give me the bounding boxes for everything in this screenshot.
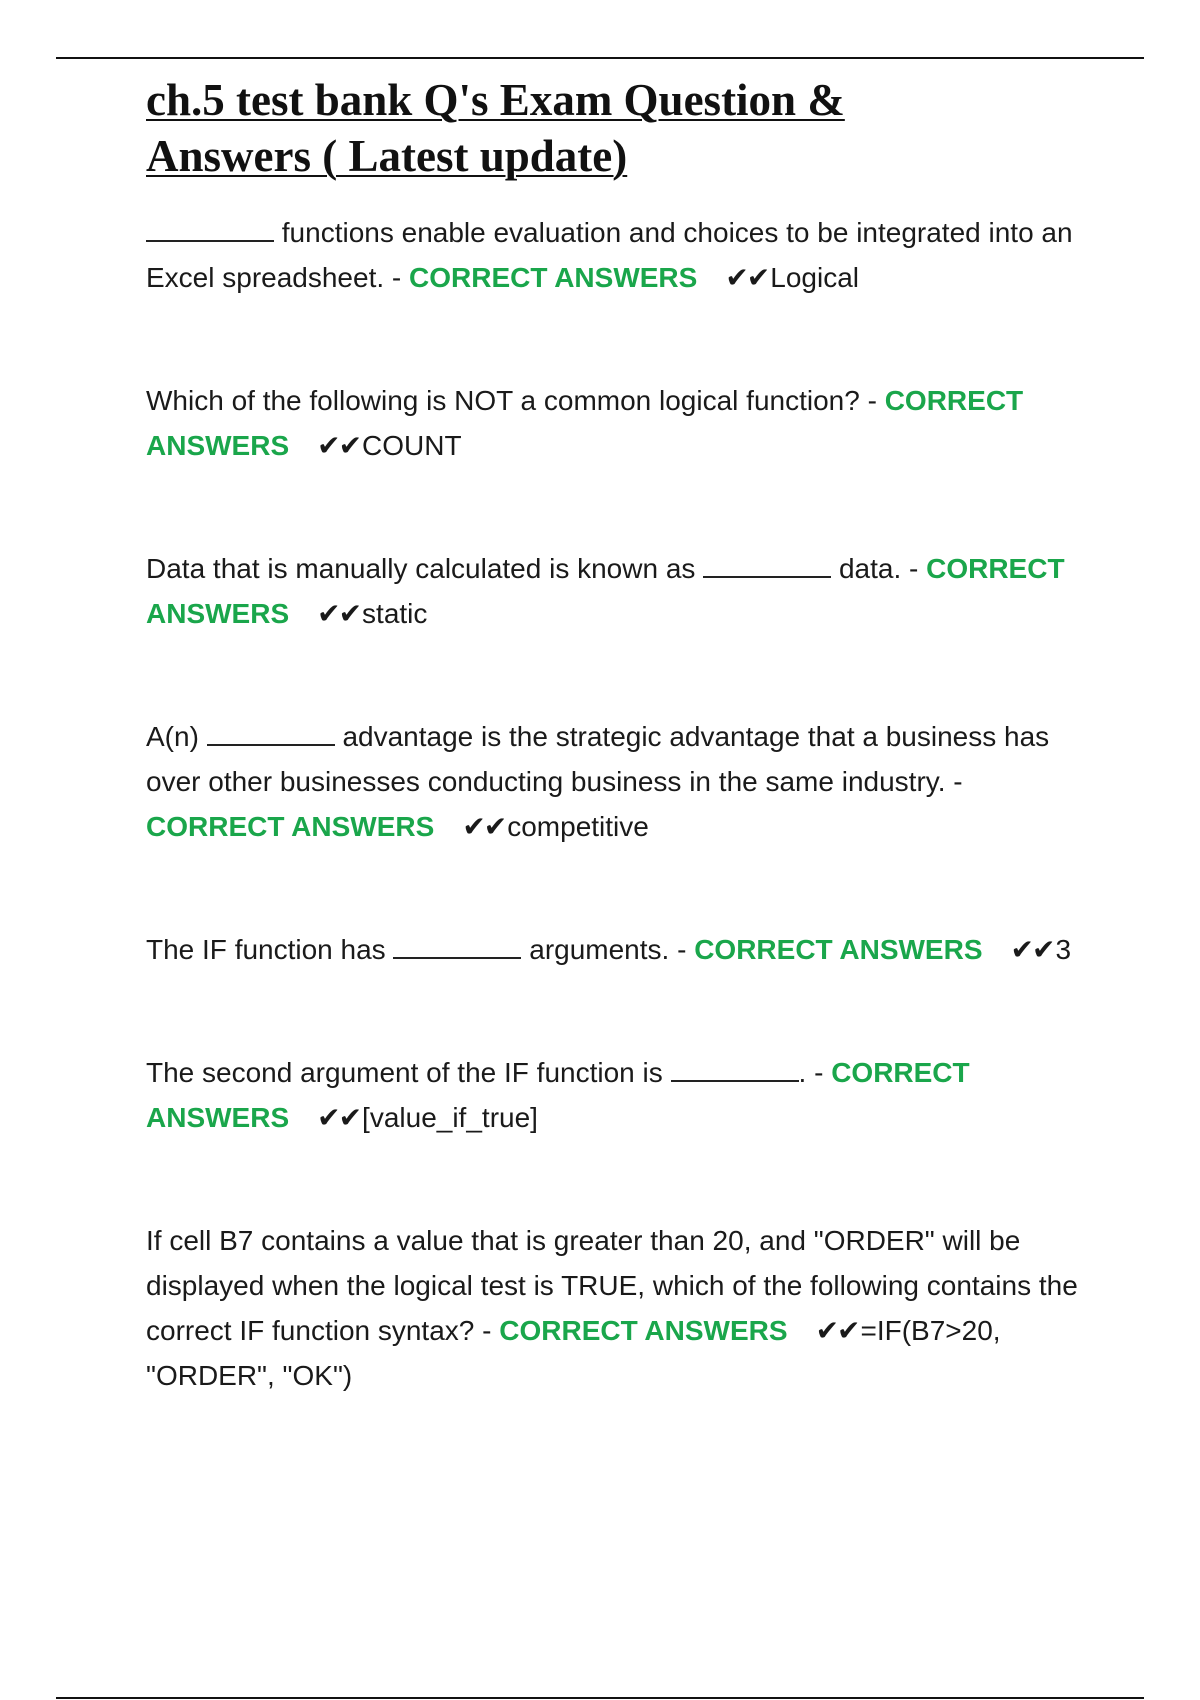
answer-blank [207,720,335,746]
question-item [146,714,1086,849]
document-body [146,72,1086,1398]
answer-text: COUNT [362,430,462,461]
question-text: A(n) [146,721,207,752]
question-text: Which of the following is NOT a common logical function? - [146,385,885,416]
answer-text: competitive [507,811,649,842]
answer-text: [value_if_true] [362,1102,538,1133]
question-text-cont: data. - [831,553,927,584]
answer-text: static [362,598,428,629]
correct-answers-label: CORRECT ANSWERS [409,262,698,293]
bottom-divider [56,1697,1144,1699]
double-check-icon: ✔✔ [725,262,769,293]
question-item [146,378,1086,468]
double-check-icon: ✔✔ [815,1315,859,1346]
question-item [146,1050,1086,1140]
title-line-2: Answers ( Latest update) [146,131,628,181]
double-check-icon: ✔✔ [462,811,506,842]
answer-text: Logical [770,262,859,293]
correct-answers-label: CORRECT ANSWERS [146,1057,970,1133]
correct-answers-label: CORRECT ANSWERS [694,934,983,965]
question-text-cont: . - [798,1057,832,1088]
question-item [146,1218,1086,1398]
double-check-icon: ✔✔ [317,598,361,629]
question-item [146,546,1086,636]
answer-blank [703,552,831,578]
answer-blank [393,933,521,959]
document-title [146,72,1086,184]
question-text: If cell B7 contains a value that is greater than 20, and "ORDER" will be displayed when the logical test is TRUE, which of the following contains the correct IF function syntax? - [146,1225,1078,1346]
question-text: Data that is manually calculated is known as [146,553,704,584]
double-check-icon: ✔✔ [317,1102,361,1133]
question-text: functions enable evaluation and choices to be integrated into an Excel spreadsheet. - [146,217,1073,293]
correct-answers-label: CORRECT ANSWERS [146,811,435,842]
question-item [146,210,1086,300]
correct-answers-label: CORRECT ANSWERS [499,1315,788,1346]
double-check-icon: ✔✔ [1010,934,1054,965]
title-line-1: ch.5 test bank Q's Exam Question & [146,75,845,125]
question-text-cont: arguments. - [521,934,695,965]
correct-answers-label: CORRECT ANSWERS [146,553,1065,629]
question-item [146,927,1086,972]
correct-answers-label: CORRECT ANSWERS [146,385,1024,461]
question-text: The IF function has [146,934,394,965]
top-divider [56,57,1144,59]
answer-blank [671,1056,799,1082]
answer-text: =IF(B7>20, "ORDER", "OK") [146,1315,1001,1391]
answer-blank [146,216,274,242]
answer-text: 3 [1055,934,1072,965]
double-check-icon: ✔✔ [317,430,361,461]
question-text: The second argument of the IF function is [146,1057,671,1088]
question-text-cont: advantage is the strategic advantage that a business has over other businesses conducting business in the same industry. - [146,721,1050,797]
